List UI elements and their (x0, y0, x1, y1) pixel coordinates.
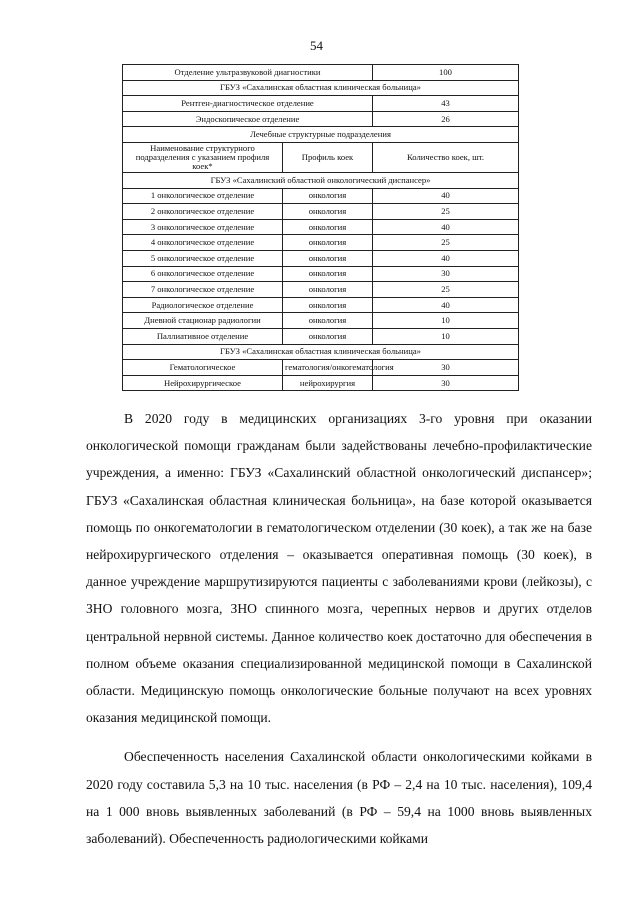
bed-profile: онкология (283, 266, 373, 282)
page-number: 54 (310, 38, 323, 53)
table-row (123, 282, 519, 298)
table-header-row (123, 142, 519, 172)
org-section-title: ГБУЗ «Сахалинская областная клиническая больница» (123, 80, 519, 96)
bed-count: 25 (373, 235, 519, 251)
bed-profile: онкология (283, 328, 373, 344)
table-row (123, 328, 519, 344)
bed-count: 10 (373, 313, 519, 329)
bed-count: 30 (373, 266, 519, 282)
table-row (123, 111, 519, 127)
table-row (123, 204, 519, 220)
table-row (123, 344, 519, 360)
paragraph: Обеспеченность населения Сахалинской области онкологическими койками в 2020 году составила 5,3 на 10 тыс. населения (в РФ – 2,4 на 10 тыс. населения), 109,4 на 1 000 вновь выявленных заболеваний (в РФ – 59,4 на 1000 вновь выявленных заболеваний). Обеспеченность радиологическими койками (86, 749, 592, 847)
body-text (86, 405, 592, 864)
table-row (123, 65, 519, 81)
table-row (123, 375, 519, 391)
bed-count: 43 (373, 96, 519, 112)
table-row (123, 313, 519, 329)
table-row (123, 235, 519, 251)
department-name: 7 онкологическое отделение (123, 282, 283, 298)
department-name: Эндоскопическое отделение (123, 111, 373, 127)
table-row (123, 219, 519, 235)
table-row (123, 188, 519, 204)
section-title: Лечебные структурные подразделения (123, 127, 519, 143)
table-row (123, 266, 519, 282)
department-name: 6 онкологическое отделение (123, 266, 283, 282)
department-name: Рентген-диагностическое отделение (123, 96, 373, 112)
header-profile: Профиль коек (283, 142, 373, 172)
bed-profile: онкология (283, 297, 373, 313)
bed-profile: онкология (283, 204, 373, 220)
bed-profile: онкология (283, 282, 373, 298)
bed-count: 40 (373, 297, 519, 313)
department-name: 4 онкологическое отделение (123, 235, 283, 251)
table-row (123, 80, 519, 96)
table-row (123, 250, 519, 266)
bed-count: 40 (373, 219, 519, 235)
bed-count: 25 (373, 204, 519, 220)
bed-count: 10 (373, 328, 519, 344)
department-name: Паллиативное отделение (123, 328, 283, 344)
paragraph: В 2020 году в медицинских организациях 3-го уровня при оказании онкологической помощи гражданам были задействованы лечебно-профилактические учреждения, а именно: ГБУЗ «Сахалинский областной онкологический диспансер»; ГБУЗ «Сахалинская областная клиническая больница», на базе которой оказывается помощь по онкогематологии в гематологическом отделении (30 коек), а так же на базе нейрохирургического отделения – оказывается оперативная помощь (30 коек), в данное учреждение маршрутизируются пациенты с заболеваниями крови (лейкозы), с ЗНО головного мозга, ЗНО спинного мозга, черепных нервов и других отделов центральной нервной системы. Данное количество коек достаточно для обеспечения в полном объеме оказания специализированной медицинской помощи в Сахалинской области. Медицинскую помощь онкологические больные получают на всех уровнях оказания медицинской помощи. (86, 411, 592, 726)
bed-profile: гематология/онкогематология (283, 360, 373, 376)
table-row (123, 96, 519, 112)
bed-profile: онкология (283, 250, 373, 266)
org-section-title: ГБУЗ «Сахалинская областная клиническая больница» (123, 344, 519, 360)
beds-table (122, 64, 519, 391)
department-name: Радиологическое отделение (123, 297, 283, 313)
bed-count: 30 (373, 375, 519, 391)
department-name: 3 онкологическое отделение (123, 219, 283, 235)
bed-count: 25 (373, 282, 519, 298)
bed-count: 100 (373, 65, 519, 81)
header-name: Наименование структурного подразделения с указанием профиля коек* (123, 142, 283, 172)
bed-profile: онкология (283, 219, 373, 235)
org-section-title: ГБУЗ «Сахалинский областной онкологический диспансер» (123, 173, 519, 189)
bed-count: 26 (373, 111, 519, 127)
department-name: Дневной стационар радиологии (123, 313, 283, 329)
bed-count: 40 (373, 250, 519, 266)
department-name: Гематологическое (123, 360, 283, 376)
bed-profile: онкология (283, 313, 373, 329)
table-row (123, 127, 519, 143)
bed-profile: онкология (283, 235, 373, 251)
department-name: Нейрохирургическое (123, 375, 283, 391)
bed-profile: нейрохирургия (283, 375, 373, 391)
table-row (123, 173, 519, 189)
bed-count: 40 (373, 188, 519, 204)
department-name: 5 онкологическое отделение (123, 250, 283, 266)
header-count: Количество коек, шт. (373, 142, 519, 172)
table-row (123, 360, 519, 376)
department-name: 2 онкологическое отделение (123, 204, 283, 220)
bed-profile: онкология (283, 188, 373, 204)
table-row (123, 297, 519, 313)
department-name: Отделение ультразвуковой диагностики (123, 65, 373, 81)
department-name: 1 онкологическое отделение (123, 188, 283, 204)
bed-count: 30 (373, 360, 519, 376)
